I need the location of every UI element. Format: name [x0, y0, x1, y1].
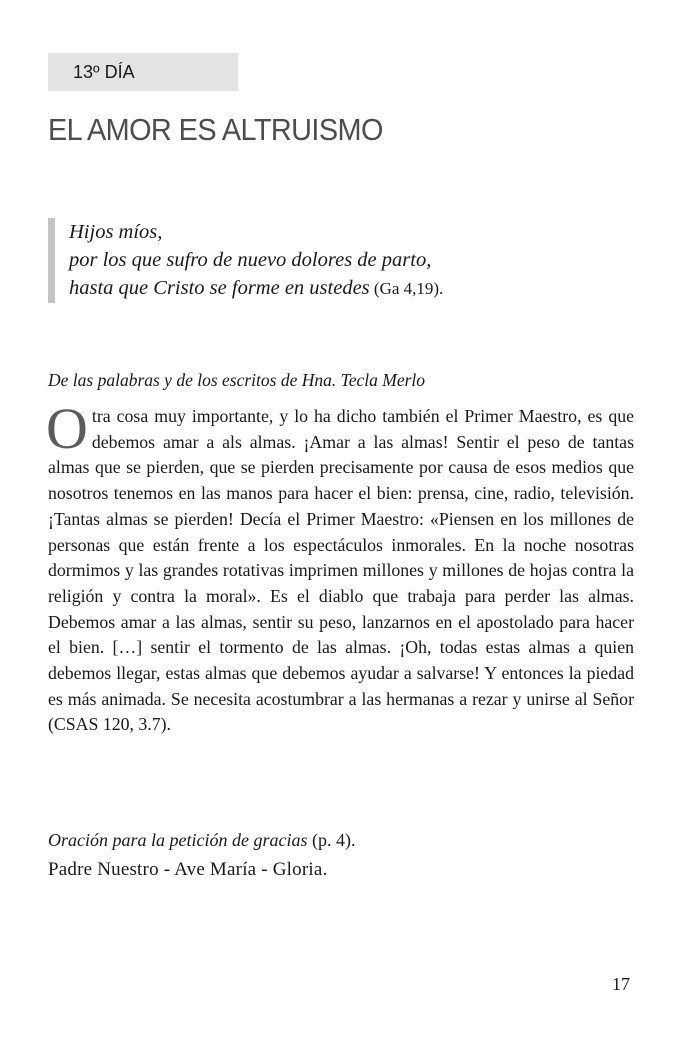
page-title: EL AMOR ES ALTRUISMO	[48, 112, 383, 147]
quote-line	[69, 274, 629, 303]
quote-line-text: hasta que Cristo se forme en ustedes	[69, 277, 370, 299]
body-text: tra cosa muy importante, y lo ha dicho también el Primer Maestro, es que debemos amar a als almas. ¡Amar a las almas! Sentir el peso de tantas almas que se pierden, que se pierden precisamente por causa de esos medios que nosotros tenemos en las manos para hacer el bien: prensa, cine, radio, televisión. ¡Tantas almas se pierden! Decía el Primer Maestro: «Piensen en los millones de personas que están frente a los espectáculos inmorales. En la noche nosotras dormimos y las grandes rotativas imprimen millones y millones de hojas contra la religión y contra la moral». Es el diablo que trabaja para perder las almas. Debemos amar a las almas, sentir su peso, lanzarnos en el apostolado para hacer el bien. […] sentir el tormento de las almas. ¡Oh, todas estas almas a quien debemos llegar, estas almas que debemos ayudar a salvarse! Y entonces la piedad es más animada. Se necesita acostumbrar a las hermanas a rezar y unirse al Señor (CSAS 120, 3.7).	[48, 406, 634, 735]
prayer-instruction	[48, 826, 355, 855]
day-label: 13º DÍA	[48, 53, 238, 91]
prayer-title: Oración para la petición de gracias	[48, 830, 308, 850]
quote-reference: (Ga 4,19).	[369, 279, 444, 298]
prayer-section	[48, 826, 355, 884]
prayer-list: Padre Nuestro - Ave María - Gloria.	[48, 859, 328, 880]
body-paragraph	[46, 396, 634, 738]
quote-line: Hijos míos,	[69, 221, 163, 243]
quote-line: por los que sufro de nuevo dolores de parto,	[69, 249, 432, 271]
prayer-page-ref: (p. 4).	[307, 830, 356, 850]
scripture-quote	[48, 218, 629, 303]
page-number: 17	[612, 974, 630, 994]
drop-cap: O	[46, 396, 88, 461]
source-attribution: De las palabras y de los escritos de Hna. Tecla Merlo	[48, 370, 426, 390]
